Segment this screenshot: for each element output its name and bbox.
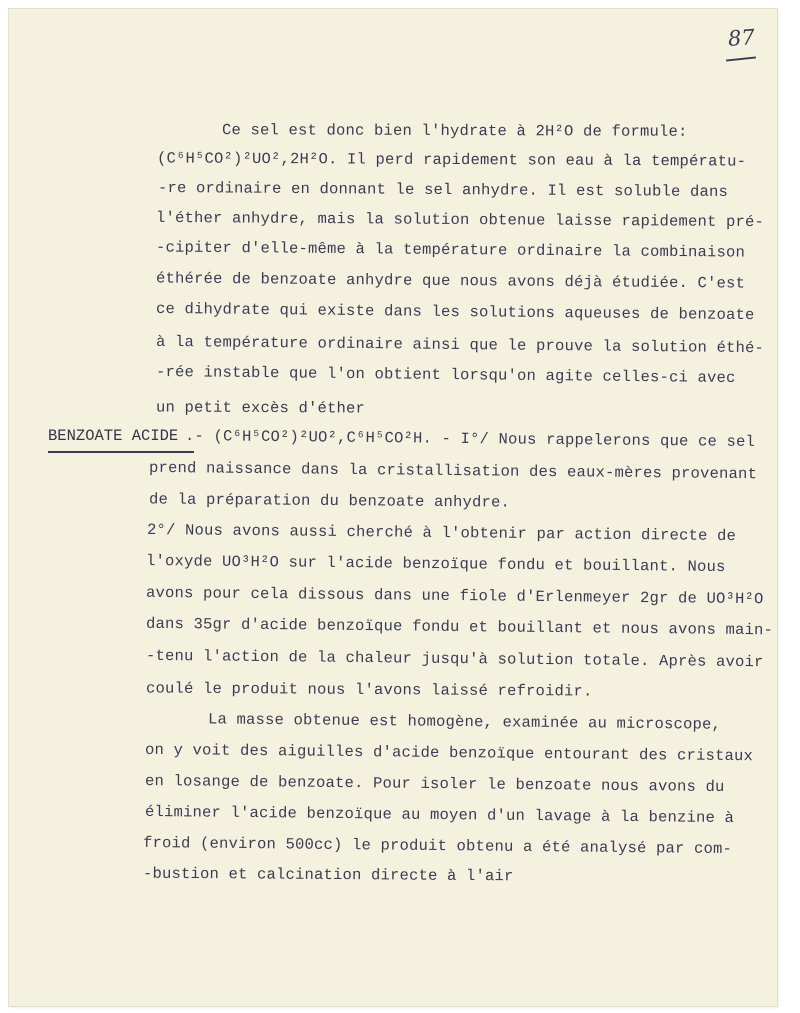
text-line: -cipiter d'elle-même à la température ordinaire la combinaison	[155, 238, 746, 262]
text-line: La masse obtenue est homogène, examinée au microscope,	[207, 710, 722, 734]
text-line: -rée instable que l'on obtient lorsqu'on agite celles-ci avec	[155, 362, 736, 388]
section-heading: BENZOATE ACIDE	[48, 427, 179, 445]
text-line: 2°/ Nous avons aussi cherché à l'obtenir par action directe de	[146, 520, 737, 546]
text-line: avons pour cela dissous dans une fiole d'Erlenmeyer 2gr de UO³H²O	[145, 583, 764, 609]
text-line: prend naissance dans la cristallisation des eaux-mères provenant	[148, 458, 758, 484]
text-line: -bustion et calcination directe à l'air	[142, 864, 514, 886]
text-line: .- (C⁶H⁵CO²)²UO²,C⁶H⁵CO²H. - I°/ Nous rappelerons que ce sel	[184, 427, 756, 451]
text-line: éliminer l'acide benzoïque au moyen d'un lavage à la benzine à	[144, 802, 735, 828]
heading-underline	[48, 451, 194, 453]
text-line: ce dihydrate qui existe dans les solutions aqueuses de benzoate	[155, 299, 755, 325]
text-line: froid (environ 500cc) le produit obtenu a été analysé par com-	[142, 833, 733, 859]
text-line: dans 35gr d'acide benzoïque fondu et bouillant et nous avons main-	[145, 614, 774, 640]
text-line: en losange de benzoate. Pour isoler le benzoate nous avons du	[144, 771, 725, 797]
text-line: éthérée de benzoate anhydre que nous avons déjà étudiée. C'est	[155, 269, 746, 293]
text-line: à la température ordinaire ainsi que le prouve la solution éthé-	[155, 332, 765, 358]
text-line: -tenu l'action de la chaleur jusqu'à solution totale. Après avoir	[145, 646, 764, 672]
text-line: coulé le produit nous l'avons laissé refroidir.	[145, 679, 593, 701]
text-line: Ce sel est donc bien l'hydrate à 2H²O de formule:	[221, 121, 688, 141]
text-line: l'éther anhydre, mais la solution obtenue laisse rapidement pré-	[155, 208, 765, 232]
text-line: -re ordinaire en donnant le sel anhydre. Il est soluble dans	[157, 179, 729, 201]
text-line: un petit excès d'éther	[155, 398, 366, 418]
text-line: de la préparation du benzoate anhydre.	[148, 490, 511, 512]
text-line: on y voit des aiguilles d'acide benzoïque entourant des cristaux	[144, 740, 754, 766]
text-line: (C⁶H⁵CO²)²UO²,2H²O. Il perd rapidement son eau à la températu-	[156, 149, 747, 171]
page-number: 87	[727, 25, 756, 51]
text-line: l'oxyde UO³H²O sur l'acide benzoïque fondu et bouillant. Nous	[145, 551, 726, 577]
